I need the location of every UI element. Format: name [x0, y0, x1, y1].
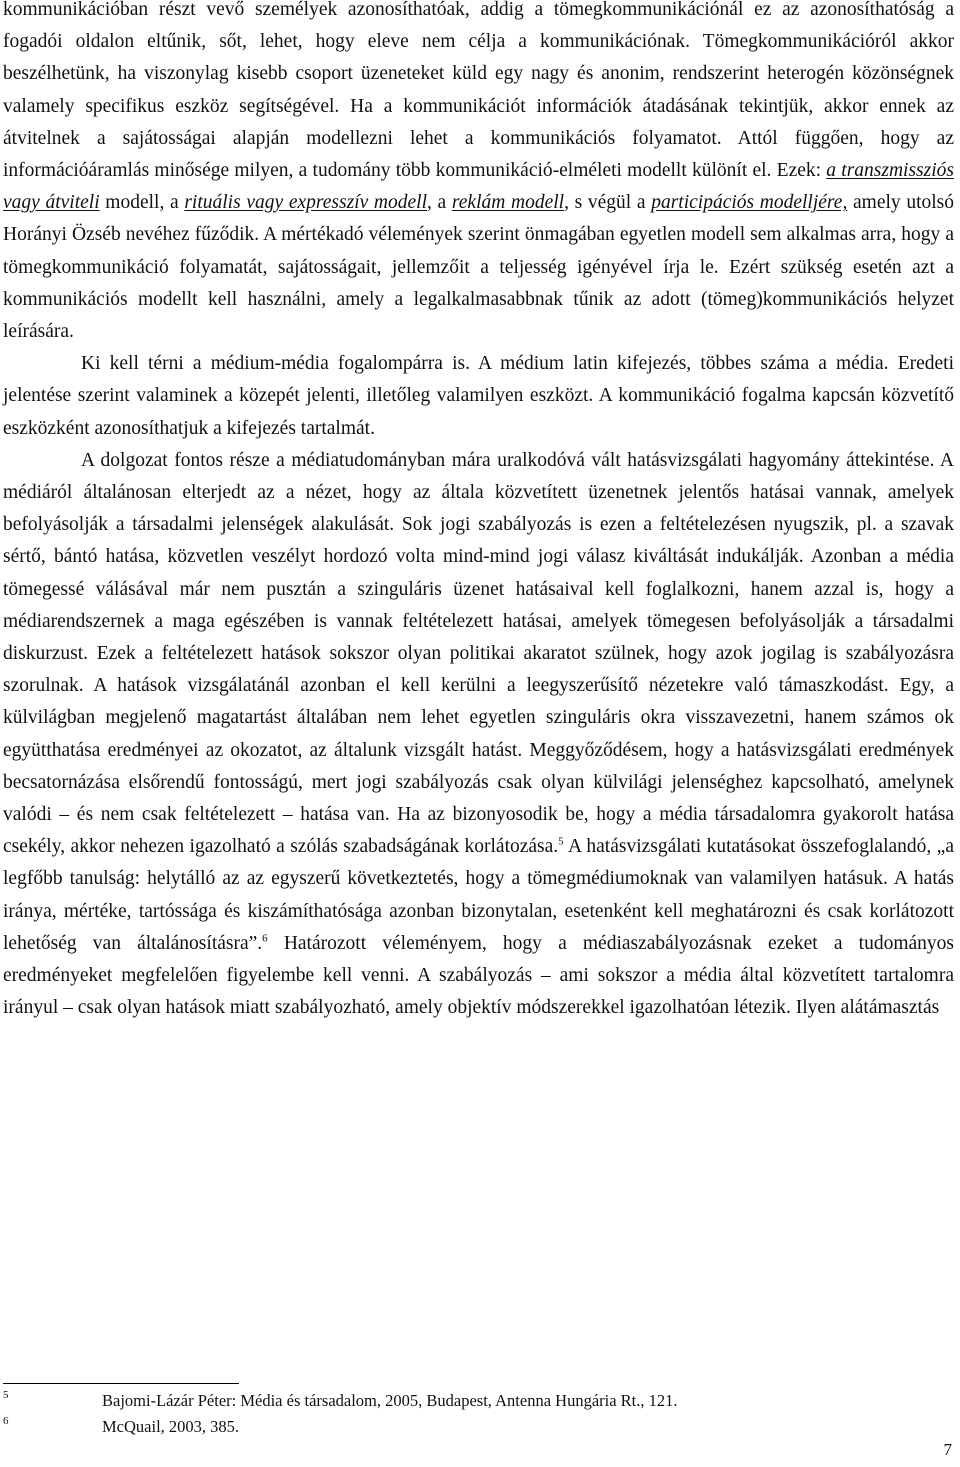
footnote-5	[3, 1388, 943, 1414]
text-run: kommunikációban részt vevő személyek azonosíthatóak, addig a tömegkommunikációnál ez az azonosíthatóság a fogadói oldalon eltűnik, sőt, lehet, hogy eleve nem célja a kommunikációnak. Tömegkommunikációról akkor beszélhetünk, ha viszonylag kisebb csoport üzeneteket küld egy nagy és anonim, rendszerint heterogén közönségnek valamely specifikus eszköz segítségével. Ha a kommunikációt információk átadásának tekintjük, akkor ennek az átvitelnek a sajátosságai alapján modellezni lehet a kommunikációs folyamatot. Attól függően, hogy az információáramlás minősége milyen, a tudomány több kommunikáció-elméleti modellt különít el. Ezek:	[3, 0, 954, 182]
emphasized-term: a transzmissziós vagy átviteli	[3, 160, 954, 214]
footnote-number: 6	[3, 1415, 9, 1427]
emphasized-term: rituális vagy expresszív modell	[184, 192, 428, 214]
paragraph	[3, 0, 954, 348]
emphasized-term: participációs modelljére,	[651, 192, 848, 214]
text-run: A hatásvizsgálati kutatásokat összefoglalandó, „a legfőbb tanulság: helytálló az az egyszerű következtetés, hogy a tömegmédiumoknak van valamilyen hatásuk. A hatás iránya, mértéke, tartóssága és kiszámíthatósága azonban bizonytalan, esetenként kell meghatározni és csak korlátozott lehetőség van általánosításra”.	[3, 836, 954, 954]
footnote-text: McQuail, 2003, 385.	[102, 1417, 240, 1436]
paragraph	[3, 348, 954, 445]
paragraph	[3, 445, 954, 1025]
footnote-number: 5	[3, 1389, 9, 1401]
text-run: , a	[427, 192, 452, 214]
footnote-reference: 5	[558, 835, 564, 848]
text-run: , s végül a	[564, 192, 652, 214]
text-run: Határozott véleményem, hogy a médiaszabályozásnak ezeket a tudományos eredményeket megfelelően figyelembe kell venni. A szabályozás – ami sokszor a média által közvetített tartalomra irányul – csak olyan hatások miatt szabályozható, amely objektív módszerekkel igazolhatóan létezik. Ilyen alátámasztás	[3, 932, 955, 1019]
emphasized-term: reklám modell	[451, 192, 565, 214]
text-run: amely utolsó Horányi Özséb nevéhez fűződik. A mértékadó vélemények szerint önmagában egyetlen modell sem alkalmas arra, hogy a tömegkommunikáció folyamatát, sajátosságait, jellemzőit a teljesség igényével írja le. Ezért szükség esetén azt a kommunikációs modellt kell használni, amely a legalkalmasabbnak tűnik az adott (tömeg)kommunikációs helyzet leírására.	[3, 192, 954, 343]
footnote-separator	[3, 1383, 239, 1384]
footnote-text: Bajomi-Lázár Péter: Média és társadalom, 2005, Budapest, Antenna Hungária Rt., 121.	[102, 1391, 678, 1410]
body-text	[3, 0, 954, 1025]
footnote-reference: 6	[262, 932, 268, 945]
text-run: A dolgozat fontos része a médiatudományban mára uralkodóvá vált hatásvizsgálati hagyomány áttekintése. A médiáról általánosan elterjedt az a nézet, hogy az általa közvetített üzenetnek jelentős hatásai vannak, amelyek befolyásolják a társadalmi jelenségek alakulását. Sok jogi szabályozás is ezen a feltételezésen nyugszik, pl. a szavak sértő, bántó hatása, közvetlen veszélyt hordozó volta mind-mind jogi válasz kiváltását indukálják. Azonban a média tömegessé válásával már nem pusztán a szinguláris üzenet hatásaival kell foglalkozni, hanem azzal is, hogy a médiarendszernek a maga egészében is vannak feltételezett hatásai, amelyek tömegesen befolyásolják a társadalmi diskurzust. Ezek a feltételezett hatások sokszor olyan politikai akaratot szülnek, hogy azok jogilag is szabályozásra szorulnak. A hatások vizsgálatánál azonban el kell kerülni a leegyszerűsítő nézetekre való támaszkodást. Egy, a külvilágban megjelenő magatartást általában nem lehet egyetlen szinguláris okra visszavezetni, hanem számos ok együtthatása eredményei az okozatot, az általunk vizsgált hatást. Meggyőződésem, hogy a hatásvizsgálati eredmények becsatornázása elsőrendű fontosságú, mert jogi szabályozás csak olyan külvilági jelenséghez kapcsolható, amelynek valódi – és nem csak feltételezett – hatása van. Ha az bizonyosodik be, hogy a média társadalomra gyakorolt hatása csekély, akkor nehezen igazolható a szólás szabadságának korlátozása.	[3, 449, 954, 858]
page-number: 7	[943, 1440, 952, 1459]
footnote-6	[3, 1414, 943, 1440]
text-run: modell, a	[99, 192, 185, 214]
footnotes	[3, 1388, 943, 1440]
text-run: Ki kell térni a médium-média fogalompárra is. A médium latin kifejezés, többes száma a média. Eredeti jelentése szerint valaminek a közepét jelenti, illetőleg valamilyen eszközt. A kommunikáció fogalma kapcsán közvetítő eszközként azonosíthatjuk a kifejezés tartalmát.	[3, 353, 954, 439]
